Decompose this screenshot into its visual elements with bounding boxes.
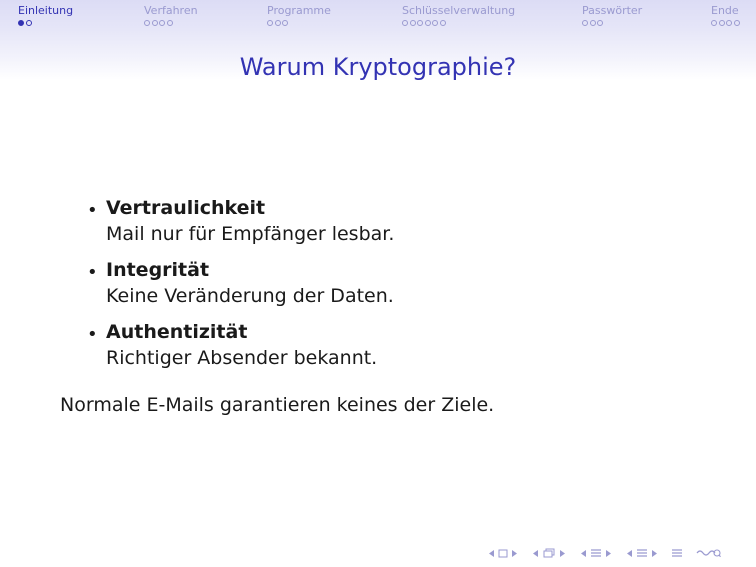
slide-dot[interactable]: [417, 20, 423, 26]
slide-dot[interactable]: [440, 20, 446, 26]
slide-dot[interactable]: [734, 20, 740, 26]
bullet-icon: •: [87, 200, 98, 221]
goal-description: Mail nur für Empfänger lesbar.: [106, 223, 395, 245]
slide-dot[interactable]: [159, 20, 165, 26]
goal-term: Integrität: [106, 259, 210, 281]
nav-section-dots: [402, 20, 515, 26]
nav-section-ende[interactable]: [711, 4, 740, 26]
presentation-nav-group: [625, 548, 659, 558]
frame-prev-icon[interactable]: [487, 549, 496, 558]
slide-dot[interactable]: [167, 20, 173, 26]
slide-dot[interactable]: [432, 20, 438, 26]
subsection-prev-icon[interactable]: [531, 549, 540, 558]
slide-dot[interactable]: [282, 20, 288, 26]
slide-dot[interactable]: [275, 20, 281, 26]
search-nav-group: [695, 548, 721, 558]
section-prev-icon[interactable]: [579, 549, 588, 558]
slide-dot[interactable]: [590, 20, 596, 26]
nav-section-programme[interactable]: [267, 4, 331, 26]
nav-section-label: Programme: [267, 4, 331, 17]
nav-section-dots: [267, 20, 331, 26]
slide-title: Warum Kryptographie?: [239, 53, 517, 81]
beamer-navigation-controls: [487, 548, 721, 558]
bullet-icon: •: [87, 262, 98, 283]
nav-section-schluesselverwaltung[interactable]: [402, 4, 515, 26]
nav-section-dots: [711, 20, 740, 26]
goal-term: Vertraulichkeit: [106, 197, 266, 219]
subsection-next-icon[interactable]: [558, 549, 567, 558]
appendix-nav-group: [671, 548, 683, 558]
slide-dot[interactable]: [582, 20, 588, 26]
section-prev-icon[interactable]: [625, 549, 634, 558]
goals-list: [82, 196, 394, 382]
section-next-icon[interactable]: [650, 549, 659, 558]
nav-section-dots: [582, 20, 642, 26]
frame-icon[interactable]: [498, 549, 508, 558]
list-item: [82, 320, 394, 372]
search-icon[interactable]: [695, 548, 721, 558]
slide-dot[interactable]: [719, 20, 725, 26]
nav-section-label: Passwörter: [582, 4, 643, 17]
nav-section-label: Einleitung: [18, 4, 74, 17]
list-item: [82, 196, 394, 248]
document-icon[interactable]: [636, 548, 648, 558]
slide-dot[interactable]: [726, 20, 732, 26]
slide-dot[interactable]: [26, 20, 32, 26]
section-nav-group: [579, 548, 613, 558]
slide-dot[interactable]: [597, 20, 603, 26]
nav-section-passwoerter[interactable]: [582, 4, 642, 26]
section-icon[interactable]: [590, 548, 602, 558]
goal-term: Authentizität: [106, 321, 248, 343]
nav-section-dots: [144, 20, 198, 26]
subsection-nav-group: [531, 548, 567, 558]
bullet-icon: •: [87, 324, 98, 345]
nav-section-einleitung[interactable]: [18, 4, 73, 26]
section-next-icon[interactable]: [604, 549, 613, 558]
goal-description: Keine Veränderung der Daten.: [106, 285, 394, 307]
slide-dot[interactable]: [144, 20, 150, 26]
conclusion-text: Normale E-Mails garantieren keines der Ziele.: [60, 394, 495, 416]
slide-dot[interactable]: [402, 20, 408, 26]
frame-nav-group: [487, 549, 519, 558]
nav-section-label: Verfahren: [144, 4, 198, 17]
slide-dot[interactable]: [152, 20, 158, 26]
slide-dot[interactable]: [711, 20, 717, 26]
nav-section-label: Schlüsselverwaltung: [402, 4, 516, 17]
slide-dot[interactable]: [425, 20, 431, 26]
slide-dot[interactable]: [18, 20, 24, 26]
appendix-icon[interactable]: [671, 548, 683, 558]
list-item: [82, 258, 394, 310]
goal-description: Richtiger Absender bekannt.: [106, 347, 378, 369]
nav-section-verfahren[interactable]: [144, 4, 198, 26]
nav-section-dots: [18, 20, 73, 26]
nav-section-label: Ende: [711, 4, 739, 17]
subsection-icon[interactable]: [542, 548, 556, 558]
slide-dot[interactable]: [410, 20, 416, 26]
frame-next-icon[interactable]: [510, 549, 519, 558]
slide-dot[interactable]: [267, 20, 273, 26]
